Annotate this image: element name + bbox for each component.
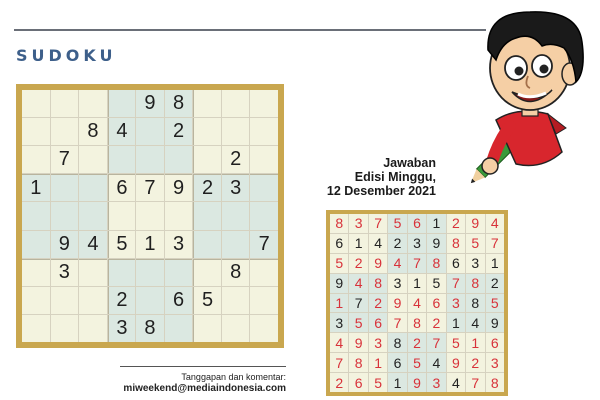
puzzle-cell (22, 315, 50, 342)
answer-cell: 8 (408, 313, 426, 332)
answer-cell: 1 (447, 313, 465, 332)
answer-cell: 3 (466, 254, 484, 273)
answer-cell: 4 (427, 353, 445, 372)
puzzle-cell: 8 (136, 315, 164, 342)
answer-heading-line1: Jawaban (383, 156, 436, 170)
answer-cell: 2 (369, 294, 387, 313)
answer-cell: 5 (447, 333, 465, 352)
answer-heading (300, 156, 436, 198)
puzzle-cell (136, 287, 164, 314)
puzzle-cell (136, 259, 164, 286)
contact-info (120, 366, 286, 395)
answer-cell: 9 (369, 254, 387, 273)
puzzle-cell: 8 (222, 259, 250, 286)
answer-cell: 6 (486, 333, 504, 352)
answer-cell: 4 (486, 214, 504, 233)
answer-cell: 4 (408, 294, 426, 313)
answer-cell: 1 (408, 274, 426, 293)
answer-cell: 9 (408, 373, 426, 392)
answer-cell: 6 (447, 254, 465, 273)
puzzle-cell (165, 146, 193, 173)
answer-cell: 1 (369, 353, 387, 372)
answer-cell: 2 (447, 214, 465, 233)
sudoku-puzzle-grid (22, 90, 278, 342)
answer-cell: 6 (427, 294, 445, 313)
puzzle-cell (79, 146, 107, 173)
answer-cell: 2 (330, 373, 348, 392)
puzzle-cell (79, 259, 107, 286)
answer-cell: 4 (369, 234, 387, 253)
puzzle-cell (222, 315, 250, 342)
answer-cell: 9 (447, 353, 465, 372)
puzzle-cell (193, 118, 221, 145)
puzzle-cell (22, 146, 50, 173)
puzzle-cell (22, 231, 50, 258)
puzzle-cell (193, 90, 221, 117)
puzzle-cell: 2 (222, 146, 250, 173)
puzzle-cell (250, 315, 278, 342)
puzzle-cell: 3 (51, 259, 79, 286)
puzzle-cell (22, 90, 50, 117)
puzzle-cell: 1 (136, 231, 164, 258)
answer-cell: 9 (486, 313, 504, 332)
puzzle-cell (222, 90, 250, 117)
answer-cell: 7 (349, 294, 367, 313)
mascot-boy-with-pencil-icon (452, 2, 600, 204)
puzzle-cell (79, 315, 107, 342)
answer-cell: 7 (408, 254, 426, 273)
puzzle-cell (250, 174, 278, 201)
answer-cell: 4 (388, 254, 406, 273)
puzzle-cell (51, 202, 79, 229)
puzzle-cell (51, 315, 79, 342)
puzzle-cell: 2 (165, 118, 193, 145)
answer-cell: 5 (408, 353, 426, 372)
answer-cell: 2 (466, 353, 484, 372)
puzzle-cell: 3 (222, 174, 250, 201)
answer-cell: 5 (427, 274, 445, 293)
puzzle-cell (193, 315, 221, 342)
answer-cell: 4 (466, 313, 484, 332)
puzzle-cell: 3 (108, 315, 136, 342)
puzzle-cell (108, 259, 136, 286)
answer-cell: 9 (427, 234, 445, 253)
puzzle-cell: 3 (165, 231, 193, 258)
answer-cell: 1 (466, 333, 484, 352)
puzzle-cell: 9 (51, 231, 79, 258)
puzzle-cell: 4 (108, 118, 136, 145)
answer-cell: 3 (369, 333, 387, 352)
answer-cell: 8 (466, 294, 484, 313)
puzzle-cell (222, 118, 250, 145)
puzzle-cell (79, 287, 107, 314)
answer-cell: 6 (369, 313, 387, 332)
puzzle-cell: 5 (193, 287, 221, 314)
answer-heading-line2: Edisi Minggu, (354, 170, 436, 184)
answer-cell: 5 (330, 254, 348, 273)
puzzle-cell (222, 231, 250, 258)
answer-cell: 3 (486, 353, 504, 372)
puzzle-cell (22, 259, 50, 286)
answer-cell: 8 (486, 373, 504, 392)
answer-cell: 8 (349, 353, 367, 372)
puzzle-cell: 1 (22, 174, 50, 201)
puzzle-cell (193, 259, 221, 286)
answer-cell: 2 (388, 234, 406, 253)
puzzle-cell (136, 202, 164, 229)
answer-cell: 1 (330, 294, 348, 313)
puzzle-cell: 2 (108, 287, 136, 314)
puzzle-cell (79, 202, 107, 229)
answer-cell: 7 (369, 214, 387, 233)
answer-cell: 5 (388, 214, 406, 233)
puzzle-cell (22, 287, 50, 314)
answer-cell: 8 (466, 274, 484, 293)
puzzle-cell: 5 (108, 231, 136, 258)
answer-cell: 6 (388, 353, 406, 372)
puzzle-cell (22, 202, 50, 229)
puzzle-cell: 7 (51, 146, 79, 173)
puzzle-cell (136, 146, 164, 173)
puzzle-cell: 7 (250, 231, 278, 258)
puzzle-cell (250, 287, 278, 314)
answer-cell: 5 (349, 313, 367, 332)
answer-cell: 9 (330, 274, 348, 293)
puzzle-cell (79, 90, 107, 117)
puzzle-cell (193, 231, 221, 258)
answer-cell: 3 (408, 234, 426, 253)
puzzle-cell (51, 90, 79, 117)
answer-cell: 1 (486, 254, 504, 273)
puzzle-cell (51, 118, 79, 145)
answer-cell: 7 (427, 333, 445, 352)
answer-cell: 1 (427, 214, 445, 233)
answer-cell: 9 (388, 294, 406, 313)
puzzle-cell (51, 287, 79, 314)
puzzle-cell: 8 (79, 118, 107, 145)
puzzle-cell: 9 (136, 90, 164, 117)
puzzle-cell: 6 (165, 287, 193, 314)
answer-cell: 2 (486, 274, 504, 293)
top-divider (14, 29, 486, 31)
puzzle-cell (250, 90, 278, 117)
answer-cell: 1 (349, 234, 367, 253)
puzzle-cell (222, 287, 250, 314)
answer-cell: 6 (349, 373, 367, 392)
puzzle-cell (79, 174, 107, 201)
answer-cell: 4 (349, 274, 367, 293)
puzzle-cell (165, 202, 193, 229)
puzzle-cell: 9 (165, 174, 193, 201)
answer-cell: 7 (330, 353, 348, 372)
answer-cell: 4 (447, 373, 465, 392)
contact-email[interactable]: miweekend@mediaindonesia.com (123, 383, 286, 394)
sudoku-answer-grid (330, 214, 504, 392)
answer-cell: 8 (447, 234, 465, 253)
puzzle-cell: 7 (136, 174, 164, 201)
answer-cell: 5 (466, 234, 484, 253)
puzzle-cell (165, 315, 193, 342)
answer-cell: 8 (330, 214, 348, 233)
puzzle-cell: 8 (165, 90, 193, 117)
answer-cell: 7 (447, 274, 465, 293)
puzzle-cell (108, 202, 136, 229)
puzzle-cell (22, 118, 50, 145)
answer-heading-line3: 12 Desember 2021 (326, 184, 436, 198)
puzzle-cell (250, 202, 278, 229)
answer-cell: 3 (330, 313, 348, 332)
answer-cell: 3 (447, 294, 465, 313)
puzzle-cell (193, 146, 221, 173)
answer-cell: 3 (388, 274, 406, 293)
answer-cell: 2 (408, 333, 426, 352)
answer-cell: 2 (427, 313, 445, 332)
contact-label: Tanggapan dan komentar: (181, 372, 286, 382)
answer-cell: 7 (486, 234, 504, 253)
puzzle-cell (108, 146, 136, 173)
answer-cell: 8 (427, 254, 445, 273)
sudoku-answer-board (326, 210, 508, 396)
answer-cell: 2 (349, 254, 367, 273)
answer-cell: 5 (369, 373, 387, 392)
answer-cell: 6 (330, 234, 348, 253)
sudoku-puzzle-board (16, 84, 284, 348)
puzzle-cell: 2 (193, 174, 221, 201)
answer-cell: 6 (408, 214, 426, 233)
answer-cell: 9 (349, 333, 367, 352)
puzzle-cell (250, 259, 278, 286)
answer-cell: 7 (466, 373, 484, 392)
page-title: SUDOKU (16, 46, 117, 65)
answer-cell: 8 (388, 333, 406, 352)
answer-cell: 7 (388, 313, 406, 332)
puzzle-cell (165, 259, 193, 286)
answer-cell: 8 (369, 274, 387, 293)
puzzle-cell (51, 174, 79, 201)
answer-cell: 3 (427, 373, 445, 392)
answer-cell: 3 (349, 214, 367, 233)
answer-cell: 9 (466, 214, 484, 233)
puzzle-cell (193, 202, 221, 229)
puzzle-cell (136, 118, 164, 145)
answer-cell: 5 (486, 294, 504, 313)
answer-cell: 4 (330, 333, 348, 352)
puzzle-cell: 4 (79, 231, 107, 258)
puzzle-cell: 6 (108, 174, 136, 201)
answer-cell: 1 (388, 373, 406, 392)
puzzle-cell (250, 146, 278, 173)
puzzle-cell (250, 118, 278, 145)
puzzle-cell (222, 202, 250, 229)
puzzle-cell (108, 90, 136, 117)
